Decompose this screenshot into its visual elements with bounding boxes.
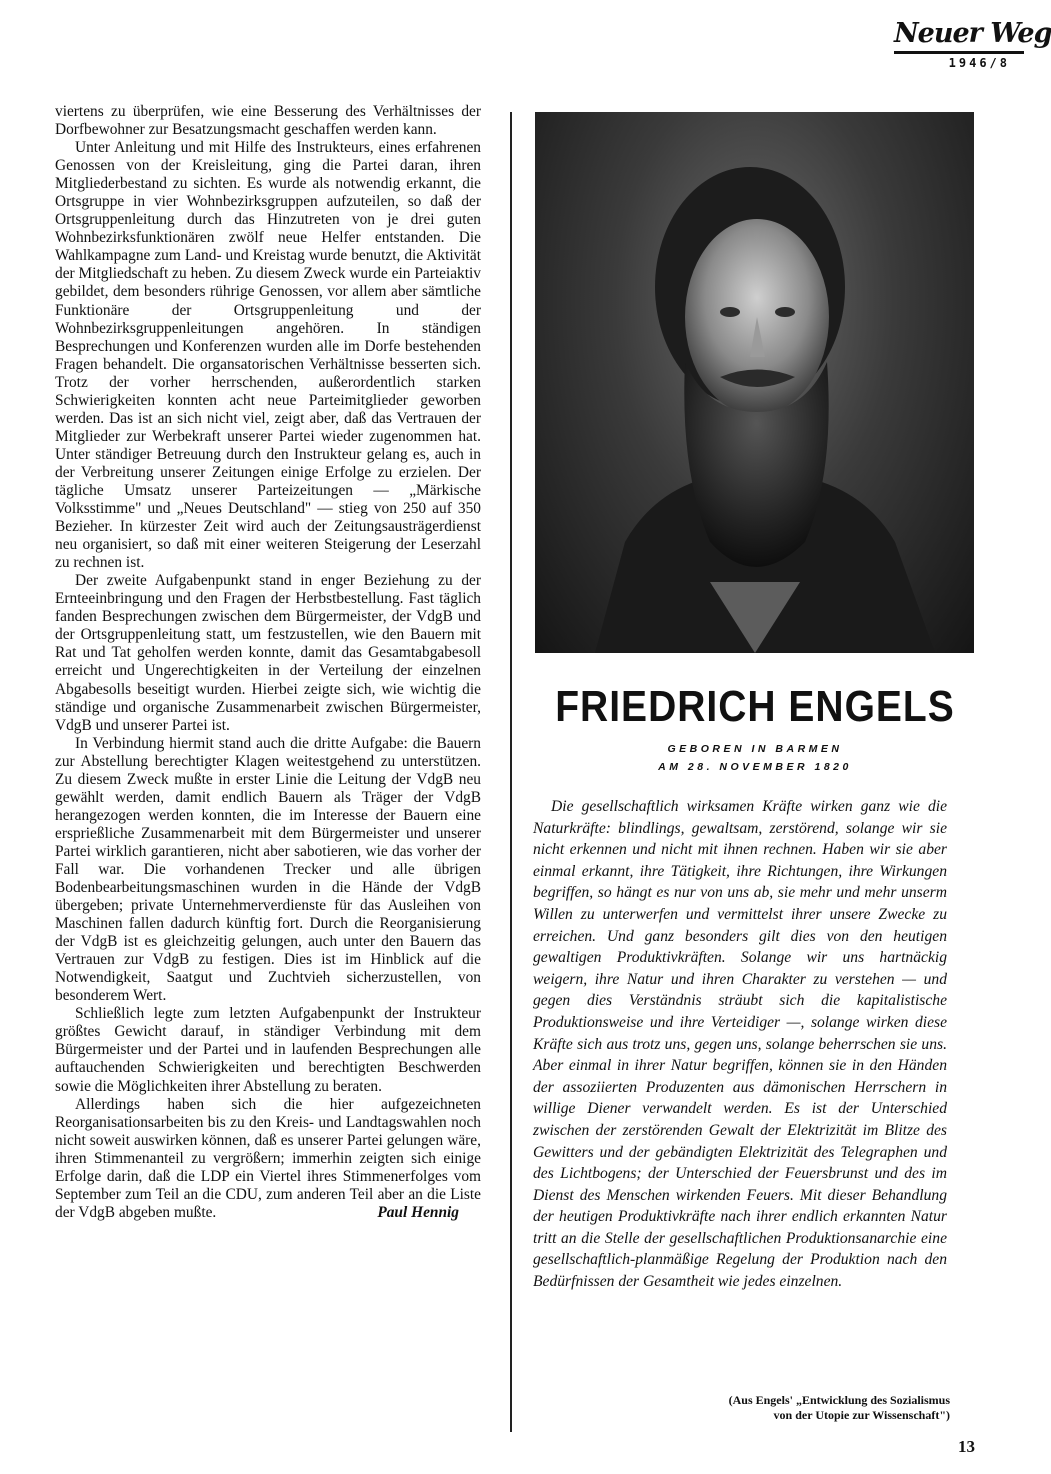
feature-title: FRIEDRICH ENGELS [555, 683, 955, 732]
source-line: (Aus Engels' „Entwicklung des Sozialismus [728, 1393, 950, 1407]
issue-number: 1946/8 [948, 56, 1010, 70]
quote-source [620, 1393, 950, 1423]
birth-date: AM 28. NOVEMBER 1820 [658, 761, 852, 773]
portrait-illustration [535, 112, 974, 653]
article-paragraph: In Verbindung hiermit stand auch die dritte Aufgabe: die Bauern zur Abstellung berechtigter Klagen weitestgehend zu unterstützen. Zu diesem Zweck mußte in erster Linie die Leitung der VdgB neu gewählt werden, damit endlich Bauern als Träger der VdgB herangezogen werden konnten, die im Interesse der Bauern eine ersprießliche Zusammenarbeit mit dem Bürgermeister und unserer Partei wirklich garantieren, nicht aber sabotieren, wie das vorher der Fall war. Die vorhandenen Trecker und alle übrigen Bodenbearbeitungsmaschinen wurden in die Hände der VdgB übergeben; private Unternehmerverdienste für das Ausleihen von Maschinen fallen dadurch künftig fort. Durch die Reorganisierung der VdgB ist es gleichzeitig gelungen, auch unter den Bauern das Vertrauen zur VdgB zu festigen. Dies ist im Hinblick auf die Notwendigkeit, Saatgut und Zuchtvieh sicherzustellen, von besonderem Wert. [55, 734, 481, 1005]
masthead [894, 18, 1051, 70]
article-paragraph: Der zweite Aufgabenpunkt stand in enger Beziehung zu der Ernteeinbringung und den Fragen der Herbstbestellung. Fast täglich fanden Besprechungen zwischen dem Bürgermeister, der VdgB und der Ortsgruppenleitung statt, um festzustellen, wie den Bauern mit Rat und Tat geholfen werden konnte, damit das Gesamtabgabesoll erreicht und Ungerechtigkeiten in der Verteilung der einzelnen Abgabesolls beseitigt wurden. Hierbei zeigte sich, wie wichtig die ständige und organische Zusammenarbeit zwischen Bürgermeister, VdgB und unserer Partei ist. [55, 572, 481, 734]
article-paragraph: Unter Anleitung und mit Hilfe des Instrukteurs, eines erfahrenen Genossen von der Kreisleitung, ging die Partei daran, ihren Mitgliederbestand zu sichten. Es wurde als notwendig erkannt, die Ortsgruppe in vier Wohnbezirksgruppen aufzuteilen, so daß der Ortsgruppenleitung durch das Hinzutreten von je drei guten Wohnbezirksfunktionären zwölf neue Helfer entstanden. Die Wahlkampagne zum Land- und Kreistag wurde benutzt, die Aktivität der Mitgliedschaft zu heben. Zu diesem Zweck wurde ein Parteiaktiv gebildet, dem besonders rührige Genossen, vor allem aber sämtliche Funktionäre der Ortsgruppenleitung und der Wohnbezirksgruppenleitungen angehören. In ständigen Besprechungen und Konferenzen wurden alle im Dorfe bestehenden Fragen behandelt. Die organsatorischen Verhältnisse besserten sich. Trotz der vorher herrschenden, außerordentlich starken Schwierigkeiten konnten acht neue Parteimitglieder geworben werden. Das ist an sich nicht viel, zeigt aber, daß das Vertrauen der Mitglieder zur Werbekraft unserer Partei wieder zugenommen hat. Unter ständiger Betreuung durch den Instrukteur gelang es, auch in der Verbreitung unserer Zeitungen einige Erfolge zu erzielen. Der tägliche Umsatz unserer Parteizeitungen — „Märkische Volksstimme" und „Neues Deutschland" — stieg von 250 auf 350 Bezieher. In kürzester Zeit wird auch der Zeitungsausträgerdienst neu organisiert, so daß mit einer weiteren Steigerung der Leserzahl zu rechnen ist. [55, 139, 481, 572]
birth-place: GEBOREN IN BARMEN [667, 743, 843, 755]
article-paragraph: viertens zu überprüfen, wie eine Besserung des Verhältnisses der Dorfbewohner zur Besatzungsmacht geschaffen werden kann. [55, 103, 481, 139]
article-paragraph: Allerdings haben sich die hier aufgezeichneten Reorganisationsarbeiten bis zu den Kreis- und Landtagswahlen noch nicht soweit auswirken können, daß es unserer Partei gelungen wäre, ihren Stimmenanteil zu vergrößern; immerhin zeigten sich einige Erfolge darin, daß die LDP ein Viertel ihres Stimmenerfolges vom September zum Teil an die CDU, zum anderen Teil aber an die Liste der VdgB abgeben mußte. [55, 1095, 481, 1221]
source-line: von der Utopie zur Wissenschaft") [773, 1408, 950, 1422]
portrait-photo [535, 112, 974, 653]
masthead-rule [894, 51, 1024, 54]
masthead-logo: Neuer Weg [894, 18, 1051, 49]
feature-subtitle [520, 740, 990, 776]
author-signature: Paul Hennig [377, 1203, 459, 1221]
quote-text: Die gesellschaftlich wirksamen Kräfte wirken ganz wie die Naturkräfte: blindlings, gewaltsam, zerstörend, solange wir sie nicht erkennen und nicht mit ihnen rechnen. Haben wir sie aber einmal erkannt, ihre Tätigkeit, ihre Richtungen, ihre Wirkungen begriffen, so hängt es nur von uns ab, sie mehr und mehr unserm Willen zu unterwerfen und vermittelst ihrer unsere Zwecke zu erreichen. Und ganz besonders gilt dies von den heutigen gewaltigen Produktivkräften. Solange wir uns hartnäckig weigern, ihre Natur und ihren Charakter zu verstehen — und gegen dies Verständnis sträubt sich die kapitalistische Produktionsweise und ihre Verteidiger —, solange wirken diese Kräfte sich aus trotz uns, gegen uns, solange beherrschen sie uns. Aber einmal in ihrer Natur begriffen, können sie in den Händen der assoziierten Produzenten aus dämonischen Herrschern in willige Diener verwandelt werden. Es ist der Unterschied zwischen der zerstörenden Gewalt der Elektrizität im Blitze des Gewitters und der gebändigten Elektrizität des Telegraphen und des Lichtbogens; der Unterschied der Feuersbrunst und des im Dienst des Menschen wirkenden Feuers. Mit dieser Behandlung der heutigen Produktivkräfte nach ihrer endlich erkannten Natur tritt an die Stelle der gesellschaftlichen Produktionsanarchie eine gesellschaftlich-planmäßige Regelung der Produktion nach den Bedürfnissen der Gesamtheit wie jedes einzelnen. [533, 798, 947, 1291]
article-column [55, 103, 481, 1222]
engels-quote [533, 796, 947, 1293]
column-divider [510, 112, 512, 1432]
article-paragraph: Schließlich legte zum letzten Aufgabenpunkt der Instrukteur größtes Gewicht darauf, in ständiger Verbindung mit dem Bürgermeister und der Partei und in laufenden Besprechungen alle auftauchenden Schwierigkeiten und berechtigten Beschwerden sowie die Möglichkeiten ihrer Abstellung zu beraten. [55, 1005, 481, 1095]
page-number: 13 [958, 1437, 975, 1456]
